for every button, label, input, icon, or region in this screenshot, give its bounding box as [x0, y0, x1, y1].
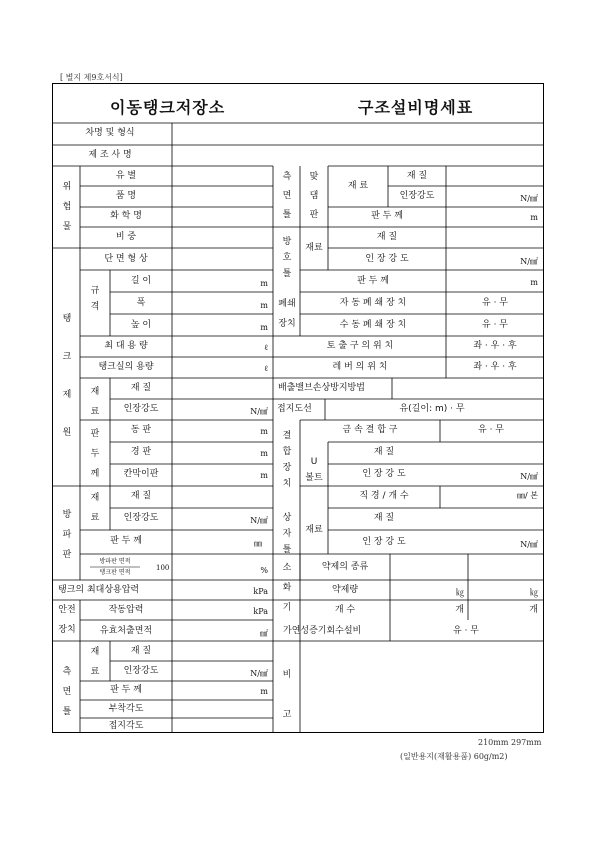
side-tensile-label: 인장강도	[123, 666, 159, 676]
height-unit: m	[260, 323, 268, 332]
side-material-group-label: 재 료	[90, 647, 100, 677]
ubolt-diameter-label: 직 경 / 개 수	[359, 491, 409, 501]
baffle-tensile-unit: N/㎟	[250, 516, 268, 525]
tank-tensile-unit: N/㎟	[250, 407, 268, 416]
form-label: [ 별지 제9호서식]	[60, 73, 123, 82]
partition-plate-label: 칸막이판	[123, 469, 159, 479]
footer-size: 210mm 297mm	[478, 738, 542, 747]
baffle-material-label: 재 질	[130, 491, 152, 501]
closure-group-label: 폐쇄 장치	[278, 299, 296, 329]
head-plate-label: 경 판	[130, 447, 152, 457]
manual-closure-label: 수 동 폐 쇄 장 치	[339, 320, 407, 330]
chamber-capacity-label: 탱크실의 용량	[98, 362, 154, 372]
brace-material-type-label: 재 질	[406, 171, 428, 181]
working-pressure-label: 작동압력	[108, 605, 144, 615]
brace-group-label: 맞 댐 판	[309, 172, 319, 220]
box-frame-tensile-unit: N/㎟	[520, 540, 538, 549]
specific-gravity-label: 비 중	[115, 232, 137, 242]
form-title-left: 이동탱크저장소	[110, 98, 226, 117]
count-unit-1: 개	[455, 605, 464, 615]
side-thickness-label: 판 두 께	[110, 685, 142, 695]
ratio-denominator: 탱크판 면적	[99, 569, 131, 576]
count-label: 개 수	[334, 605, 356, 615]
maker-label: 제 조 사 명	[88, 150, 132, 160]
tank-material-group-label: 재 료	[90, 387, 100, 417]
shell-plate-unit: m	[260, 427, 268, 436]
width-label: 폭	[136, 298, 146, 308]
ubolt-tensile-unit: N/㎟	[520, 472, 538, 481]
ratio-unit: %	[260, 566, 268, 575]
effective-area-unit: ㎟	[260, 629, 268, 638]
footer-paper: (일반용지(재활용품) 60g/m2)	[400, 752, 508, 761]
max-capacity-unit: ℓ	[264, 343, 268, 352]
max-capacity-label: 최 대 용 량	[104, 341, 148, 351]
drain-valve-label: 배출밸브손상방지방법	[278, 383, 365, 393]
safety-group-label: 안전 장치	[58, 605, 76, 635]
box-frame-material-group-label: 재료	[305, 525, 323, 535]
head-plate-unit: m	[260, 449, 268, 458]
baffle-group-label: 방 파 판	[62, 510, 72, 560]
metal-coupling-label: 금 속 결 합 구	[342, 425, 398, 435]
vapor-recovery-value: 유 · 무	[453, 626, 479, 636]
guard-tensile-unit: N/㎟	[520, 257, 538, 266]
effective-area-label: 유효처출면적	[99, 626, 153, 636]
partition-plate-unit: m	[260, 471, 268, 480]
length-label: 길 이	[130, 276, 152, 286]
ratio-factor: 100	[156, 564, 170, 572]
height-label: 높 이	[130, 320, 152, 330]
tank-material-label: 재 질	[130, 383, 152, 393]
count-unit-2: 개	[529, 605, 538, 615]
shell-plate-label: 동 판	[130, 425, 152, 435]
attach-angle-label: 부착각도	[108, 704, 144, 714]
form-title-right: 구조설비명세표	[358, 98, 474, 117]
contact-angle-label: 접지각도	[108, 721, 144, 731]
agent-amount-label: 약제량	[331, 585, 359, 595]
agent-amount-unit-2: ㎏	[530, 588, 538, 597]
guard-thickness-unit: m	[530, 278, 538, 287]
max-pressure-label: 탱크의 최대상용압력	[58, 585, 140, 595]
guard-tensile-label: 인 장 강 도	[365, 254, 409, 264]
baffle-tensile-label: 인장강도	[123, 513, 159, 523]
auto-closure-label: 자 동 폐 쇄 장 치	[339, 298, 407, 308]
baffle-thickness-unit: ㎜	[254, 539, 262, 548]
box-frame-material-label: 재 질	[373, 513, 395, 523]
ubolt-material-label: 재 질	[373, 447, 395, 457]
hazard-group-label: 위 험 물	[62, 182, 72, 232]
outlet-position-value: 좌 · 우 · 후	[473, 341, 517, 351]
auto-closure-value: 유 · 무	[482, 298, 508, 308]
side-frame-right-group-label: 측 면 틀	[282, 172, 292, 220]
working-pressure-unit: kPa	[253, 607, 268, 616]
ubolt-tensile-label: 인 장 강 도	[362, 469, 406, 479]
side-tensile-unit: N/㎟	[250, 669, 268, 678]
brace-tensile-label: 인장강도	[399, 191, 435, 201]
width-unit: m	[260, 301, 268, 310]
max-pressure-unit: kPa	[253, 587, 268, 596]
vapor-recovery-label: 가연성증기회수설비	[283, 626, 362, 636]
guard-thickness-label: 판 두 께	[357, 276, 389, 286]
guard-material-label: 재 질	[376, 232, 398, 242]
cross-section-label: 단 면 형 상	[104, 254, 148, 264]
agent-type-label: 약제의 종류	[321, 562, 369, 572]
chemical-name-label: 화 학 명	[110, 211, 142, 221]
outlet-position-label: 토 출 구 의 위 치	[326, 341, 394, 351]
side-frame-group-label: 측 면 틀	[62, 667, 72, 717]
remarks-group-label: 비 고	[282, 670, 292, 720]
guard-material-group-label: 재료	[305, 243, 323, 253]
ground-wire-value: 유(길이: m) · 무	[399, 404, 465, 414]
agent-amount-unit-1: ㎏	[456, 588, 464, 597]
ratio-numerator: 방파판 면적	[99, 558, 131, 565]
coupling-group-label: 결 합 장 치	[282, 431, 292, 489]
metal-coupling-value: 유 · 무	[478, 425, 504, 435]
ubolt-group-label: U 볼트	[305, 457, 323, 483]
extinguisher-group-label: 소 화 기	[282, 563, 292, 613]
side-material-label: 재 질	[130, 646, 152, 656]
tank-group-label: 탱 크 제 원	[62, 314, 72, 438]
ubolt-diameter-unit: ㎜/ 본	[517, 491, 538, 500]
hazard-item-label: 품 명	[115, 191, 137, 201]
ground-wire-label: 접지도선	[277, 404, 312, 414]
box-frame-group-label: 상 자 틀	[282, 513, 292, 555]
brace-thickness-label: 판 두 께	[371, 211, 403, 221]
guard-group-label: 방 호 틀	[282, 237, 292, 279]
side-thickness-unit: m	[260, 687, 268, 696]
length-unit: m	[260, 279, 268, 288]
spec-group-label: 규 격	[90, 286, 100, 312]
lever-position-label: 레 버 의 위 치	[332, 362, 388, 372]
box-frame-tensile-label: 인 장 강 도	[362, 537, 406, 547]
tank-tensile-label: 인장강도	[123, 404, 159, 414]
brace-thickness-unit: m	[530, 213, 538, 222]
manual-closure-value: 유 · 무	[482, 320, 508, 330]
brace-material-label: 재 료	[347, 181, 369, 191]
hazard-class-label: 유 별	[115, 171, 137, 181]
model-label: 차명 및 형식	[85, 128, 135, 138]
baffle-material-group-label: 재 료	[90, 493, 100, 523]
brace-tensile-unit: N/㎟	[520, 194, 538, 203]
baffle-thickness-label: 판 두 께	[110, 536, 142, 546]
chamber-capacity-unit: ℓ	[264, 364, 268, 373]
plate-thickness-group-label: 판 두 께	[90, 429, 100, 479]
lever-position-value: 좌 · 우 · 후	[473, 362, 517, 372]
